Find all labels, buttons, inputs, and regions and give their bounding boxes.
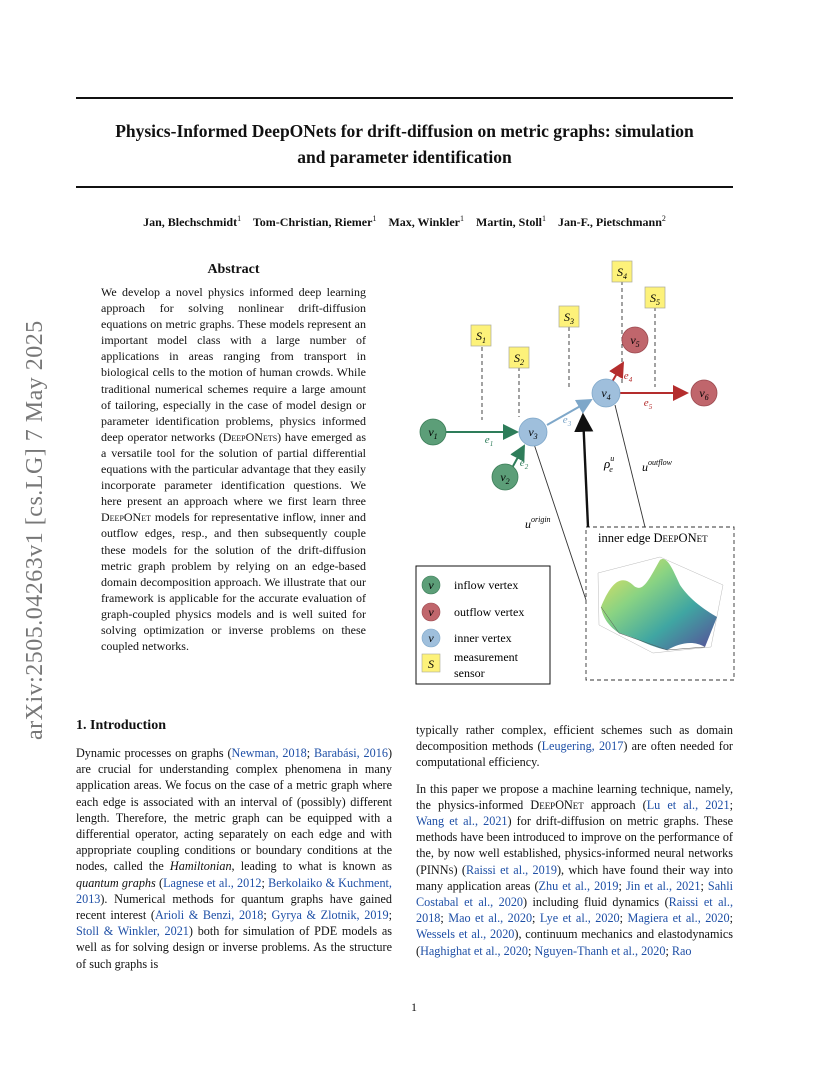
top-rule: [76, 97, 733, 99]
intro-heading: 1. Introduction: [76, 718, 166, 733]
svg-text:e5: $e_5$: [643, 397, 653, 411]
svg-text:S: S: [428, 657, 434, 671]
svg-text:v1: $v_1$: [428, 425, 438, 441]
svg-text:S2: $S_2$: [514, 351, 524, 367]
svg-text:S4: $S_4$: [617, 265, 627, 281]
author-affiliation: 1: [372, 214, 377, 223]
svg-text:uorigin: $u^{origin}$: [525, 515, 551, 531]
svg-text:v: v: [428, 631, 434, 645]
author-name: Tom-Christian, Riemer: [252, 215, 373, 229]
svg-text:v6: $v_6$: [699, 386, 709, 402]
svg-text:v: v: [428, 578, 434, 592]
svg-text:inflow vertex: inflow vertex: [454, 578, 519, 592]
author-list: [76, 214, 733, 230]
arxiv-stamp: arXiv:2505.04263v1 [cs.LG] 7 May 2025: [22, 320, 48, 740]
svg-text:v4: $v_4$: [601, 386, 611, 402]
svg-text:uoutflow: $u^{outflow}$: [642, 458, 673, 474]
svg-text:outflow vertex: outflow vertex: [454, 605, 525, 619]
svg-text:v: v: [428, 605, 434, 619]
author-affiliation: 1: [460, 214, 464, 223]
author-name: Jan-F., Pietschmann: [558, 215, 662, 229]
svg-text:v3: $v_3$: [528, 425, 538, 441]
author-affiliation: 1: [237, 214, 242, 223]
intro-right-paragraph-1: typically rather complex, efficient schemes such as domain decomposition methods (Leugering, 2017) are often needed for computational efficiency.: [416, 723, 733, 770]
intro-right-paragraph-2: In this paper we propose a machine learning technique, namely, the physics-informed DeepONet approach (Lu et al., 2021; Wang et al., 2021) for drift-diffusion on metric graphs. These methods have been introduced to improve on the performance of the, by now well established, physics-informed neural networks (PINNs) (Raissi et al., 2019), which have found their way into many application areas (Zhu et al., 2019; Jin et al., 2021; Sahli Costabal et al., 2020) including fluid dynamics (Raissi et al., 2018; Mao et al., 2020; Lye et al., 2020; Magiera et al., 2020; Wessels et al., 2020), continuum mechanics and elastodynamics (Haghighat et al., 2020; Nguyen-Thanh et al., 2020; Rao: [416, 781, 734, 958]
svg-text:e3: $e_3$: [562, 414, 572, 428]
author-name: Martin, Stoll: [476, 215, 542, 229]
svg-text:inner edge DeepONet: inner edge DeepONet: [598, 531, 708, 545]
svg-text:v2: $v_2$: [500, 470, 510, 486]
svg-text:e2: $e_2$: [519, 457, 529, 471]
graph-figure: [405, 255, 735, 690]
bottom-title-rule: [76, 186, 733, 188]
svg-text:sensor: sensor: [454, 666, 485, 680]
abstract-body: We develop a novel physics informed deep learning approach for solving nonlinear drift-diffusion equations on metric graphs. These models represent an important model class with a large number of applications in areas ranging from transport in biological cells to the motion of human crowds. While traditional numerical schemes require a large amount of tailoring, especially in the case of model design or parameter identification problems, physics informed deep operator networks (DeepONets) have emerged as a versatile tool for the solution of partial differential equations with the particular advantage that they easily incorporate parameter identification questions. We here present an approach where we first learn three DeepONet models for representative inflow, inner and outflow edges, resp., and then subsequently couple these models for the solution of the drift-diffusion metric graph problem by relying on an edge-based domain decomposition approach. We illustrate that our framework is applicable for the accurate evaluation of graph-coupled physics models and is well suited for solving optimization or inverse problems on these coupled networks.: [101, 285, 366, 654]
paper-title-line1: Physics-Informed DeepONets for drift-diffusion on metric graphs: simulation: [115, 121, 694, 141]
svg-text:v5: $v_5$: [630, 333, 640, 349]
svg-text:S3: $S_3$: [564, 310, 574, 326]
svg-text:measurement: measurement: [454, 650, 518, 664]
svg-text:ρue: $\rho^u$ e: [604, 454, 615, 474]
author-affiliation: 2: [661, 214, 666, 223]
svg-text:e1: $e_1$: [484, 434, 494, 448]
page-number: 1: [411, 1000, 417, 1014]
author-name: Max, Winkler: [388, 215, 460, 229]
surface-plot: [598, 557, 723, 653]
svg-text:e4: $e_4$: [623, 370, 633, 384]
intro-right-column: [416, 722, 733, 959]
intro-left-column: Dynamic processes on graphs (Newman, 2018; Barabási, 2016) are crucial for understanding complex phenomena in many application areas. We focus on the case of a metric graph where each edge is associated with an interval of (possibly) different length. Therefore, the metric graph can be equipped with a differential operator, acting separately on each edge and with appropriate coupling conditions or boundary conditions at the nodes, called the Hamiltonian, leading to what is known as quantum graphs (Lagnese et al., 2012; Berkolaiko & Kuchment, 2013). Numerical methods for quantum graphs have gained recent interest (Arioli & Benzi, 2018; Gyrya & Zlotnik, 2019; Stoll & Winkler, 2021) both for simulation of PDE models as well as for solving design or inverse problems. As the structure of such graphs is: [76, 746, 393, 971]
author-affiliation: 1: [542, 214, 546, 223]
abstract-heading: Abstract: [207, 262, 260, 277]
author-name: Jan, Blechschmidt: [143, 215, 238, 229]
legend: [416, 566, 550, 684]
paper-title-line2: and parameter identification: [297, 147, 512, 167]
svg-text:inner vertex: inner vertex: [454, 631, 512, 645]
svg-text:S5: $S_5$: [650, 291, 660, 307]
svg-text:S1: $S_1$: [476, 329, 486, 345]
